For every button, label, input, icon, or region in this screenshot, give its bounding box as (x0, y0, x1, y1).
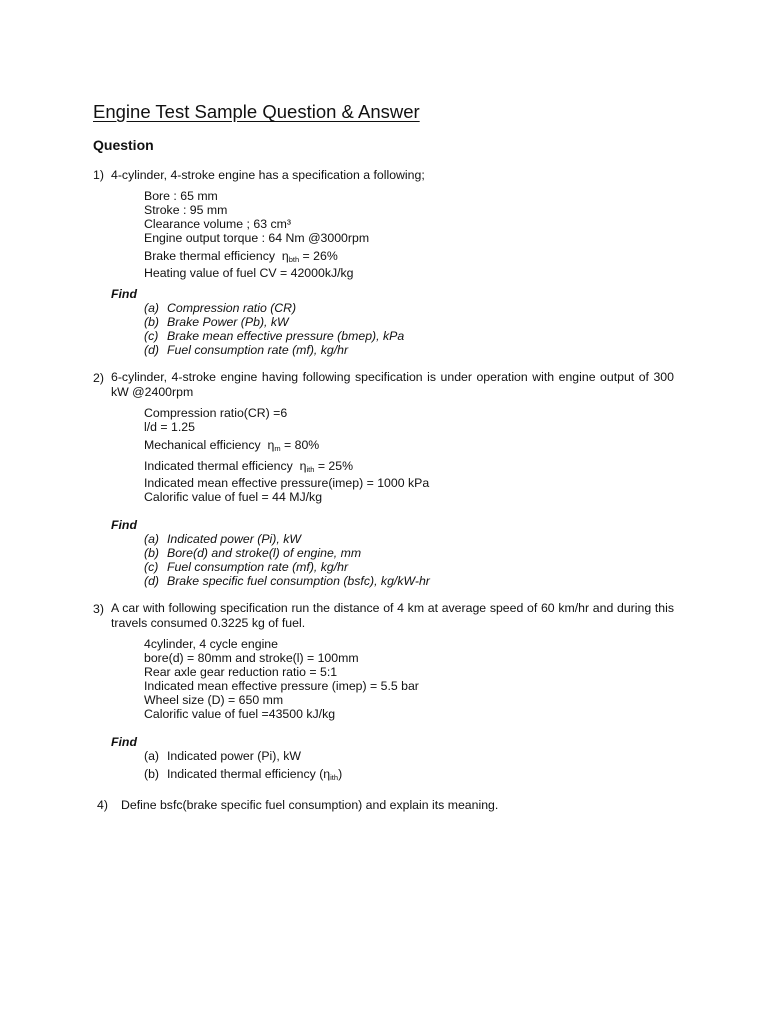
find-item (144, 546, 361, 560)
spec-value: = 25% (317, 459, 354, 473)
find-item (144, 574, 430, 588)
spec-line: Indicated mean effective pressure (imep) = 5.5 bar (144, 679, 419, 693)
item-label: (d) (144, 574, 160, 588)
spec-line: Compression ratio(CR) =6 (144, 406, 288, 420)
find-item (144, 329, 404, 343)
item-text: Brake specific fuel consumption (bsfc), kg/kW-hr (167, 574, 430, 588)
item-text: Brake mean effective pressure (bmep), kPa (167, 329, 405, 343)
spec-value: = 80% (284, 438, 320, 452)
spec-line (144, 438, 319, 456)
item-text: Fuel consumption rate (mf), kg/hr (167, 343, 349, 357)
eta-symbol: η (267, 438, 275, 452)
item-label: (b) (144, 315, 160, 329)
item-text: Indicated power (Pi), kW (167, 749, 301, 763)
question-number: 2) (93, 371, 104, 385)
item-text: Indicated thermal efficiency ( (167, 767, 324, 781)
item-label: (d) (144, 343, 160, 357)
eta-symbol: η (299, 459, 307, 473)
question-text: 6-cylinder, 4-stroke engine having following specification is under operation with engine output of 300 kW @2400rpm (111, 370, 674, 399)
item-label: (a) (144, 532, 160, 546)
spec-line: Stroke : 95 mm (144, 203, 228, 217)
spec-line: l/d = 1.25 (144, 420, 195, 434)
find-item (144, 767, 342, 785)
question-text: 4-cylinder, 4-stroke engine has a specification a following; (111, 168, 425, 182)
question-number: 3) (93, 602, 104, 616)
spec-line: Heating value of fuel CV = 42000kJ/kg (144, 266, 354, 280)
find-label: Find (111, 735, 137, 749)
spec-line: Indicated mean effective pressure(imep) = 1000 kPa (144, 476, 430, 490)
subscript: bth (288, 255, 300, 264)
find-item (144, 343, 348, 357)
question-number: 1) (93, 168, 104, 182)
spec-label: Mechanical efficiency (144, 438, 261, 452)
spec-label: Indicated thermal efficiency (144, 459, 293, 473)
subscript: m (274, 444, 281, 453)
section-heading: Question (93, 137, 154, 153)
item-text: Bore(d) and stroke(l) of engine, mm (167, 546, 362, 560)
item-text: Indicated power (Pi), kW (167, 532, 301, 546)
spec-line: 4cylinder, 4 cycle engine (144, 637, 278, 651)
document-title: Engine Test Sample Question & Answer (93, 101, 420, 122)
item-label: (b) (144, 546, 160, 560)
item-label: (a) (144, 749, 160, 763)
spec-line: Wheel size (D) = 650 mm (144, 693, 284, 707)
item-label: (c) (144, 329, 159, 343)
spec-line: Clearance volume ; 63 cm³ (144, 217, 291, 231)
item-label: (a) (144, 301, 160, 315)
subscript: ith (306, 465, 315, 474)
item-text: Brake Power (Pb), kW (167, 315, 289, 329)
item-text: Fuel consumption rate (mf), kg/hr (167, 560, 349, 574)
item-label: (b) (144, 767, 160, 781)
spec-line (144, 249, 338, 267)
find-label: Find (111, 287, 137, 301)
item-label: (c) (144, 560, 159, 574)
item-text: Compression ratio (CR) (167, 301, 297, 315)
spec-label: Brake thermal efficiency (144, 249, 275, 263)
find-item (144, 749, 301, 763)
find-item (144, 315, 289, 329)
find-item (144, 560, 348, 574)
eta-symbol: η (323, 767, 331, 781)
question-text: A car with following specification run the distance of 4 km at average speed of 60 km/hr and during this travels consumed 0.3225 kg of fuel. (111, 601, 674, 630)
spec-line: bore(d) = 80mm and stroke(l) = 100mm (144, 651, 359, 665)
spec-line: Calorific value of fuel = 44 MJ/kg (144, 490, 323, 504)
question-text: Define bsfc(brake specific fuel consumption) and explain its meaning. (121, 798, 499, 812)
item-text: ) (338, 767, 343, 781)
spec-line: Engine output torque : 64 Nm @3000rpm (144, 231, 370, 245)
find-label: Find (111, 518, 137, 532)
find-item (144, 532, 301, 546)
question-number: 4) (97, 798, 108, 812)
spec-value: = 26% (302, 249, 338, 263)
spec-line: Bore : 65 mm (144, 189, 218, 203)
spec-line: Calorific value of fuel =43500 kJ/kg (144, 707, 336, 721)
question-1 (93, 168, 425, 182)
spec-line: Rear axle gear reduction ratio = 5:1 (144, 665, 338, 679)
spec-line (144, 459, 353, 477)
eta-symbol: η (281, 249, 289, 263)
subscript: ith (330, 773, 339, 782)
question-4 (97, 798, 498, 812)
find-item (144, 301, 296, 315)
